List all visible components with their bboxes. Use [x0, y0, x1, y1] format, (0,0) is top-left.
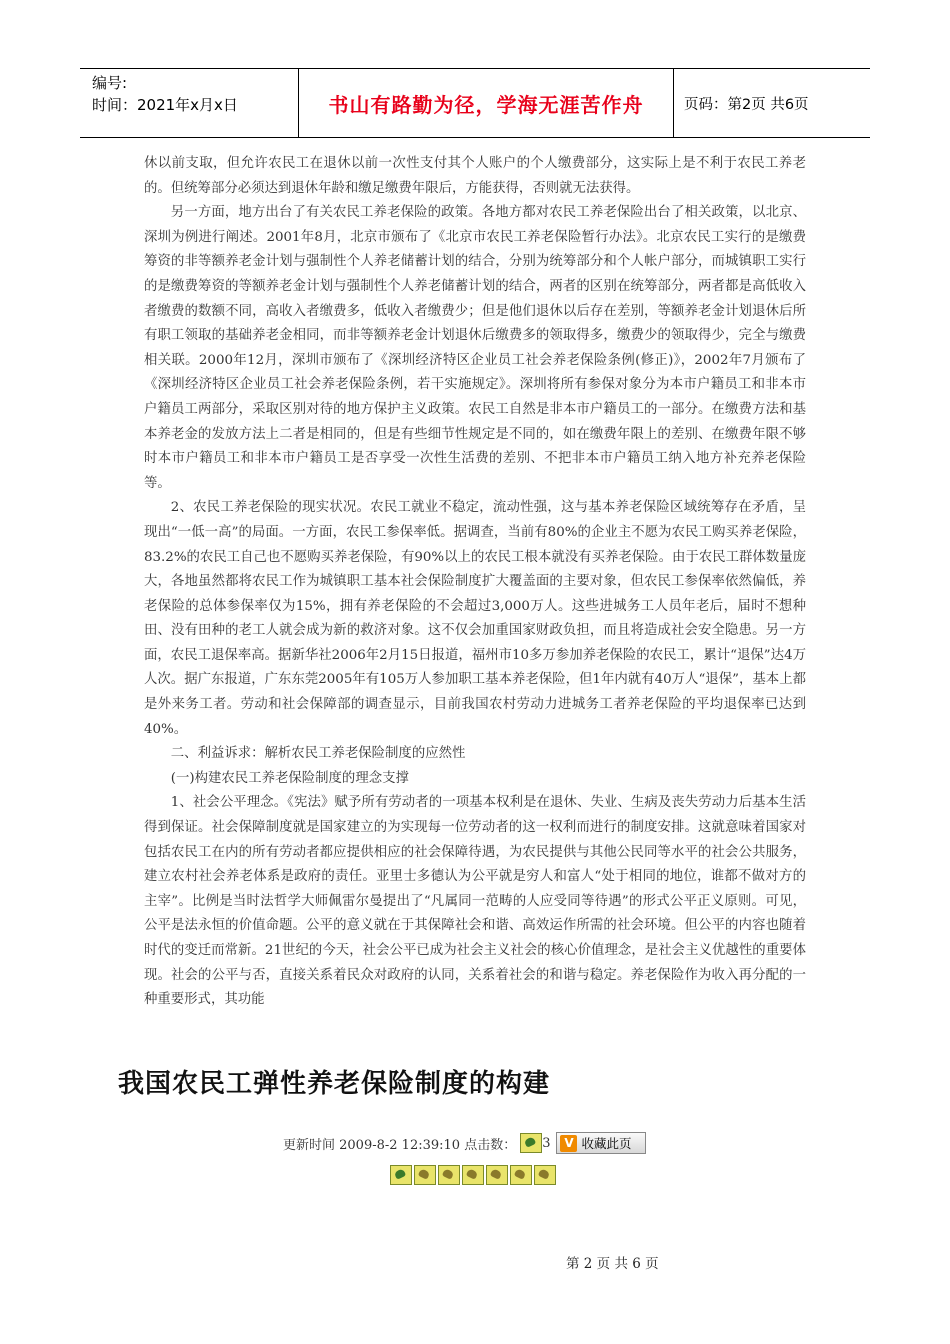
update-time-text: 更新时间 2009-8-2 12:39:10 点击数：: [283, 1137, 517, 1153]
bookmark-icon: V: [560, 1135, 577, 1152]
counter-digit-icon: [486, 1165, 508, 1185]
counter-digit-icon: [510, 1165, 532, 1185]
page-footer: 第 2 页 共 6 页: [566, 1256, 659, 1272]
document-time-label: 时间：2021年x月x日: [92, 96, 238, 114]
header-motto: 书山有路勤为径，学海无涯苦作舟: [299, 69, 674, 137]
counter-digit-icon: [414, 1165, 436, 1185]
bookmark-button[interactable]: [556, 1132, 646, 1154]
page-header: [80, 68, 870, 138]
counter-digit-icon: [390, 1165, 412, 1185]
counter-digit-icon: [534, 1165, 556, 1185]
counter-digit-icon: [462, 1165, 484, 1185]
document-number-label: 编号:: [92, 74, 128, 92]
section-heading: 二、利益诉求：解析农民工养老保险制度的应然性: [170, 746, 466, 762]
paragraph: 另一方面，地方出台了有关农民工养老保险的政策。各地方都对农民工养老保险出台了相关政策，以北京、深圳为例进行阐述。2001年8月，北京市颁布了《北京市农民工养老保险暂行办法》。北京农民工实行的是缴费筹资的非等额养老金计划与强制性个人养老储蓄计划的结合，分别为统筹部分和个人帐户部分，而城镇职工实行的是缴费筹资的等额养老金计划与强制性个人养老储蓄计划的结合，两者的区别在统筹部分，两者都是高低收入者缴费的数额不同，高收入者缴费多，低收入者缴费少；但是他们退休以后存在差别，等额养老金计划退休后所有职工领取的基础养老金相同，而非等额养老金计划退休后缴费多的领取得多，缴费少的领取得少，完全与缴费相关联。2000年12月，深圳市颁布了《深圳经济特区企业员工社会养老保险条例(修正)》，2002年7月颁布了《深圳经济特区企业员工社会养老保险条例，若干实施规定》。深圳将所有参保对象分为本市户籍员工和非本市户籍员工两部分，采取区别对待的地方保护主义政策。农民工自然是非本市户籍员工的一部分。在缴费方法和基本养老金的发放方法上二者是相同的，但是有些细节性规定是不同的，如在缴费年限上的差别、在缴费年限不够时本市户籍员工和非本市户籍员工是否享受一次性生活费的差别、不把非本市户籍员工纳入地方补充养老保险等。: [144, 205, 806, 491]
subsection-heading: (一)构建农民工养老保险制度的理念支撑: [170, 770, 409, 786]
header-page-number: 页码：第2页 共6页: [684, 96, 809, 113]
hit-counter-icon: [520, 1133, 542, 1153]
paragraph: 1、社会公平理念。《宪法》赋予所有劳动者的一项基本权利是在退休、失业、生病及丧失劳动力后基本生活得到保证。社会保障制度就是国家建立的为实现每一位劳动者的这一权利而进行的制度安排。这就意味着国家对包括农民工在内的所有劳动者都应提供相应的社会保障待遇，为农民提供与其他公民同等水平的社会公共服务，建立农村社会养老体系是政府的责任。亚里士多德认为公平就是穷人和富人“处于相同的地位，谁都不做对方的主宰”。比例是当时法哲学大师佩雷尔曼提出了“凡属同一范畴的人应受同等待遇”的形式公平正义原则。可见，公平是法永恒的价值命题。公平的意义就在于其保障社会和谐、高效运作所需的社会环境。但公平的内容也随着时代的变迁而常新。21世纪的今天，社会公平已成为社会主义社会的核心价值理念，是社会主义优越性的重要体现。社会的公平与否，直接关系着民众对政府的认同，关系着社会的和谐与稳定。养老保险作为收入再分配的一种重要形式，其功能: [144, 795, 806, 1008]
header-info-cell: [80, 69, 299, 137]
hit-digit-icons: [388, 1165, 556, 1185]
counter-digit-icon: [438, 1165, 460, 1185]
bookmark-label: 收藏此页: [581, 1136, 632, 1151]
article-meta: [283, 1132, 646, 1154]
paragraph: 休以前支取，但允许农民工在退休以前一次性支付其个人账户的个人缴费部分，这实际上是不利于农民工养老的。但统筹部分必须达到退休年龄和缴足缴费年限后，方能获得，否则就无法获得。: [144, 156, 806, 196]
paragraph: 2、农民工养老保险的现实状况。农民工就业不稳定，流动性强，这与基本养老保险区域统筹存在矛盾，呈现出“一低一高”的局面。一方面，农民工参保率低。据调查，当前有80%的企业主不愿为农民工购买养老保险，83.2%的农民工自己也不愿购买养老保险，有90%以上的农民工根本就没有买养老保险。由于农民工群体数量庞大，各地虽然都将农民工作为城镇职工基本社会保险制度扩大覆盖面的主要对象，但农民工参保率依然偏低，养老保险的总体参保率仅为15%，拥有养老保险的不会超过3,000万人。这些进城务工人员年老后，届时不想种田、没有田种的老工人就会成为新的救济对象。这不仅会加重国家财政负担，而且将造成社会安全隐患。另一方面，农民工退保率高。据新华社2006年2月15日报道，福州市10多万参加养老保险的农民工，累计“退保”达4万人次。据广东报道，广东东莞2005年有105万人参加职工基本养老保险，但1年内就有40万人“退保”，基本上都是外来务工者。劳动和社会保障部的调查显示，目前我国农村劳动力进城务工者养老保险的平均退保率已达到40%。: [144, 500, 806, 737]
document-body: [144, 152, 806, 1013]
article-title: 我国农民工弹性养老保险制度的构建: [118, 1069, 551, 1099]
hit-count: 3: [542, 1135, 551, 1151]
